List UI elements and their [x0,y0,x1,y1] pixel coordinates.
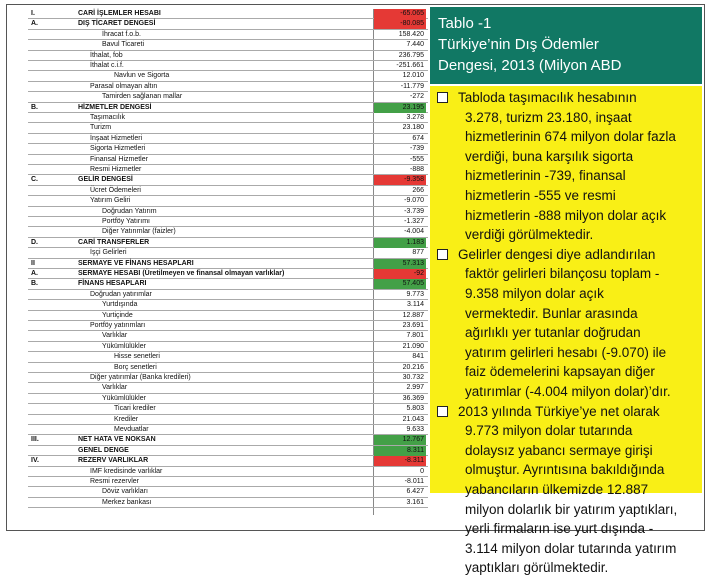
table-row [28,425,428,435]
table-row [28,40,428,50]
table-row [28,71,428,81]
row-code: I. [31,10,35,17]
table-row [28,331,428,341]
row-label: Tamirden sağlanan mallar [102,93,183,101]
table-row [28,113,428,123]
table-row [28,373,428,383]
row-value: 23.691 [402,322,424,329]
table-row [28,30,428,40]
row-code: D. [31,238,38,246]
bullet-text-line: vermektedir. Bunlar arasında [465,305,638,321]
row-value: 30.732 [402,374,424,381]
table-row [28,92,428,102]
row-value: -11.779 [400,82,424,90]
bullet-text-line: yaptıkları görülmektedir. [465,560,609,576]
row-value: 841 [412,353,424,361]
row-label: Navlun ve Sigorta [114,72,170,80]
row-value: -739 [409,145,424,153]
bullet-item [437,88,637,108]
row-value: -555 [409,155,424,163]
checkbox-bullet-icon [437,92,448,103]
row-value: -9.358 [374,175,426,185]
title-line-3: Dengesi, 2013 (Milyon ABD [438,57,622,74]
table-row [28,134,428,144]
row-label: Merkez bankası [102,498,152,506]
table-row [28,290,428,300]
table-row [28,227,428,237]
bullet-text-line: yabancıların ülkemizde 12.887 [465,482,649,497]
row-value: 23.180 [402,124,424,132]
row-label: İşçi Gelirleri [90,249,127,257]
row-value: 3.161 [406,498,424,506]
row-value: -8.011 [404,478,424,485]
row-label: İnşaat Hizmetleri [90,134,143,142]
bullet-text-line: milyon dolarlık bir yatırım yaptıkları, [465,501,678,517]
row-value: -9.070 [404,197,424,205]
row-value: 12.767 [374,435,426,445]
row-value: 12.887 [402,311,424,319]
row-label: Yükümlülükler [102,394,146,402]
row-label: Turizm [90,124,112,132]
table-row [28,269,428,279]
bullet-text-line: faiz ödemelerini kapsayan diğer [465,364,655,380]
row-code: IV. [31,457,39,465]
table-row [28,383,428,393]
bullet-text-line: yatırımlar (-4.004 milyon dolar)’dır. [465,384,671,399]
bullet-text-line: 9.358 milyon dolar açık [465,286,604,301]
row-value: 3.114 [407,301,424,309]
row-label: NET HATA VE NOKSAN [78,436,156,444]
bullet-text-line: dolaysız yabancı sermaye girişi [465,442,653,458]
table-row [28,415,428,425]
row-value: -272 [409,93,424,101]
row-value: 6.427 [406,488,424,496]
row-value: 57.405 [374,279,426,289]
row-code: A. [31,20,38,28]
row-label: Doğrudan Yatırım [102,207,157,215]
row-label: Mevduatlar [114,426,149,433]
table-row [28,238,428,248]
row-label: Diğer yatırımlar (Banka kredileri) [90,374,191,381]
title-line-1: Tablo -1 [438,15,492,32]
row-label: Resmi Hizmetler [90,166,142,173]
row-value: 23.195 [374,103,426,113]
row-label: SERMAYE HESABI (Üretilmeyen ve finansal olmayan varlıklar) [78,270,285,277]
row-label: Doğrudan yatırımlar [90,290,152,298]
row-label: FİNANS HESAPLARI [78,280,147,288]
bullet-text-line: hizmetlerin -888 milyon dolar açık [465,207,667,223]
row-value: -888 [409,166,424,173]
row-label: Ücret Ödemeleri [90,186,141,194]
table-row [28,435,428,445]
row-value: 674 [412,134,424,142]
row-code: C. [31,176,38,184]
row-value: -80.085 [374,19,426,29]
row-value: -8.311 [374,456,426,466]
row-label: Taşımacılık [90,114,126,121]
table-row [28,404,428,414]
table-row [28,186,428,196]
bullet-text-line: Tabloda taşımacılık hesabının [458,90,637,105]
row-value: -92 [374,269,426,279]
table-row [28,321,428,331]
table-row [28,394,428,404]
row-code: B. [31,103,38,111]
row-value: 2.997 [406,384,424,392]
table-row [28,456,428,466]
bullet-text-line: faktör gelirleri bilançosu toplam - [465,266,660,282]
row-label: Borç senetleri [114,363,157,371]
bullet-text-line: hizmetlerinin 674 milyon dolar fazla [465,129,676,145]
row-value: 266 [412,186,424,194]
row-label: REZERV VARLIKLAR [78,457,149,465]
row-value: 5.803 [406,405,424,413]
row-label: Resmi rezervler [90,478,140,485]
row-value: -3.739 [404,207,424,215]
table-row [28,9,428,19]
row-value: 57.313 [374,259,426,269]
table-row [28,477,428,487]
bullet-text-line: hizmetlerinin -739, finansal [465,168,626,184]
row-code: II [31,259,35,267]
bullet-item [437,402,660,422]
bullet-text-line: verdiği görülmektedir. [465,227,594,243]
row-label: Yatırım Geliri [90,197,131,205]
checkbox-bullet-icon [437,249,448,260]
table-row [28,311,428,321]
row-label: Diğer Yatırımlar (faizler) [102,228,176,236]
row-label: İthalat c.i.f. [90,62,124,69]
table-row [28,165,428,175]
row-value: 877 [412,249,424,257]
row-label: Yurtiçinde [102,311,133,319]
table-row [28,446,428,456]
bullet-text-line: ağırlıklı yer tutanlar doğrudan [465,325,641,341]
row-label: Sigorta Hizmetleri [90,145,146,153]
row-label: GENEL DENGE [78,446,129,454]
table-row [28,51,428,61]
table-row [28,498,428,508]
row-label: Parasal olmayan altın [90,82,158,90]
title-box [430,7,702,84]
row-label: Ticari krediler [114,405,156,413]
bullet-text-line: 2013 yılında Türkiye’ye net olarak [458,403,660,419]
row-value: -251.661 [396,62,424,69]
row-value: -4.004 [404,228,424,236]
table-row [28,175,428,185]
bullet-text-line: 9.773 milyon dolar tutarında [465,423,633,439]
title-line-2: Türkiye’nin Dış Ödemler [438,36,599,53]
table-row [28,123,428,133]
row-value: 8.311 [374,446,426,456]
bullet-text-line: yatırım gelirleri hesabı (-9.070) ile [465,344,667,360]
row-value: 3.278 [406,114,424,121]
row-label: Krediler [114,415,139,423]
table-row [28,144,428,154]
bullet-text-line: yerli firmaların ise yurt dışında - [465,521,654,537]
table-row [28,279,428,289]
row-label: GELİR DENGESİ [78,176,133,184]
row-value: -65.065 [374,9,426,19]
row-label: DIŞ TİCARET DENGESİ [78,20,156,28]
row-value: 1.183 [374,238,426,248]
row-value: -1.327 [404,218,424,225]
table-row [28,103,428,113]
row-label: Finansal Hizmetler [90,155,148,163]
checkbox-bullet-icon [437,406,448,417]
row-label: Yurtdışında [102,301,138,309]
bullet-text-line: hizmetlerin -555 ve resmi [465,188,616,203]
row-label: SERMAYE VE FİNANS HESAPLARI [78,259,194,267]
row-label: Hisse senetleri [114,353,160,361]
row-value: 7.801 [406,332,424,340]
table-row [28,487,428,497]
table-row [28,259,428,269]
row-value: 158.420 [398,30,424,38]
bullet-text-line: olmuştur. Ayrıntısına bakıldığında [465,462,665,478]
table-row [28,467,428,477]
table-row [28,61,428,71]
table-row [28,207,428,217]
row-value: 0 [420,467,424,475]
row-code: III. [31,436,39,444]
row-label: Varlıklar [102,384,128,392]
row-value: 21.043 [402,415,424,423]
table-row [28,82,428,92]
bullet-text-line: Gelirler dengesi diye adlandırılan [458,246,656,262]
table-row [28,19,428,29]
row-label: Portföy Yatırımı [102,218,150,225]
row-label: Döviz varlıkları [102,488,148,496]
row-label: IMF kredisinde varlıklar [90,467,163,475]
table-row [28,352,428,362]
bullet-text-line: 3.278, turizm 23.180, inşaat [465,109,632,125]
row-value: 9.773 [406,290,424,298]
row-label: İhracat f.o.b. [102,30,141,38]
row-label: Yükümlülükler [102,342,146,350]
bullet-text-line: 3.114 milyon dolar tutarında yatırım [465,540,677,556]
table-row [28,248,428,258]
row-value: 12.010 [402,72,424,80]
row-code: A. [31,270,38,277]
row-label: Varlıklar [102,332,128,340]
row-value: 36.369 [402,394,424,402]
row-value: 236.795 [398,51,424,59]
table-row [28,342,428,352]
row-value: 7.440 [406,41,424,49]
row-label: Portföy yatırımları [90,322,146,329]
row-label: İthalat, fob [90,51,123,59]
row-label: HİZMETLER DENGESİ [78,103,152,111]
table-row [28,196,428,206]
row-value: 9.633 [406,426,424,433]
balance-of-payments-table [28,9,428,515]
row-value: 21.090 [402,342,424,350]
row-label: Bavul Ticareti [102,41,145,49]
row-code: B. [31,280,38,288]
table-row [28,300,428,310]
row-value: 20.216 [402,363,424,371]
row-label: CARİ TRANSFERLER [78,238,150,246]
row-label: CARİ İŞLEMLER HESABI [78,10,161,17]
table-row [28,363,428,373]
table-row [28,217,428,227]
bullet-item [437,245,655,265]
bullet-text-line: verdiği, buna karşılık sigorta [465,148,634,164]
table-row [28,155,428,165]
